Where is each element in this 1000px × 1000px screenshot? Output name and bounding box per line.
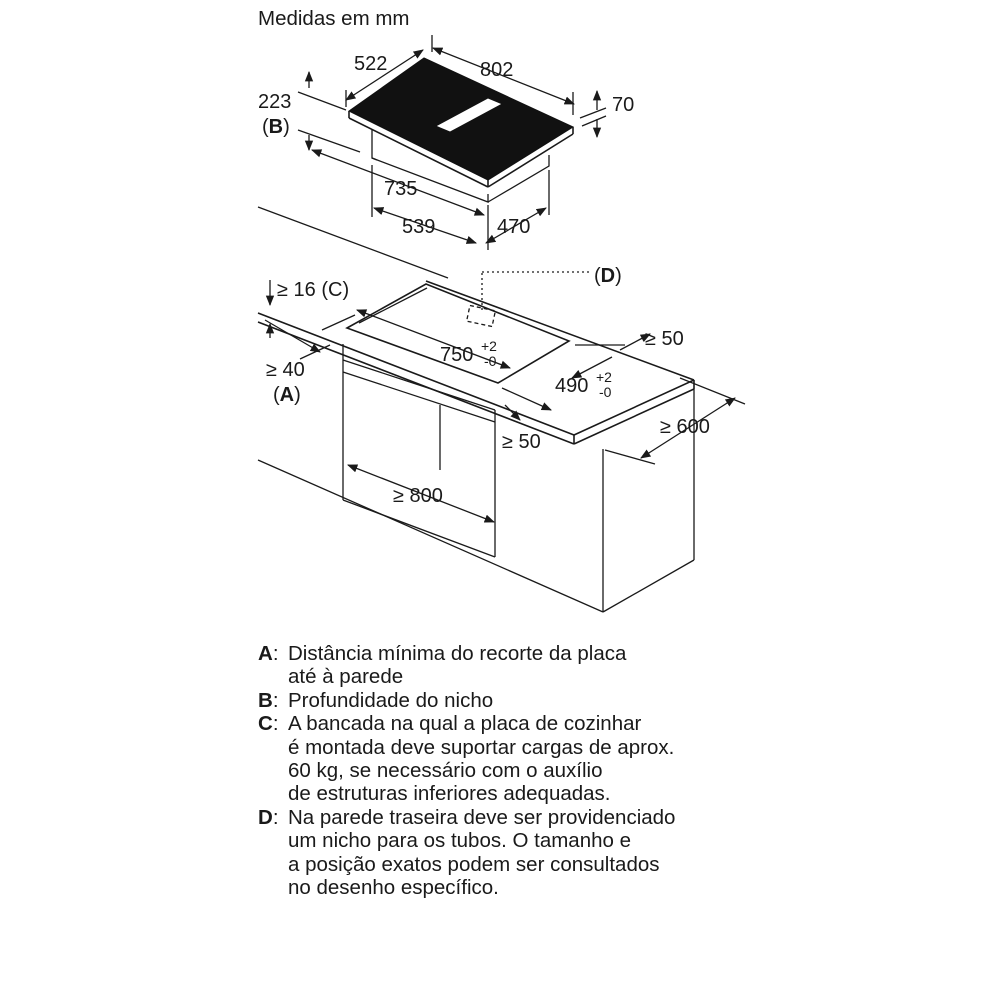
legend-line: Distância mínima do recorte da placa <box>288 642 627 665</box>
hob-drawing <box>349 58 573 202</box>
legend-item-b: B: Profundidade do nicho <box>258 688 494 712</box>
dim-front-clearance: ≥ 50 <box>502 431 541 453</box>
legend-line: um nicho para os tubos. O tamanho e <box>288 829 632 853</box>
pipe-niche-box <box>467 305 496 326</box>
pipe-niche-label: (D) <box>594 265 622 287</box>
legend <box>258 642 978 899</box>
legend-line: 60 kg, se necessário com o auxílio <box>288 759 603 783</box>
legend-line: A bancada na qual a placa de cozinhar <box>288 712 642 736</box>
dim-cutout-width-tol-minus: -0 <box>484 353 497 369</box>
legend-line: no desenho específico. <box>288 876 499 900</box>
legend-key: D <box>258 805 273 829</box>
legend-line: Profundidade do nicho <box>288 688 494 712</box>
legend-item-a: A: Distância mínima do recorte da placa até à parede <box>258 642 627 689</box>
dim-counter-depth: ≥ 600 <box>660 416 710 438</box>
counter-and-cabinet <box>258 207 694 612</box>
dim-cutout-depth: 490 <box>555 375 589 397</box>
dim-802: 802 <box>480 59 514 81</box>
dim-min-thickness: ≥ 16 (C) <box>277 279 350 301</box>
dim-side-clearance: ≥ 50 <box>645 328 684 350</box>
legend-key: A <box>258 642 273 665</box>
legend-line: a posição exatos podem ser consultados <box>288 852 660 876</box>
legend-line: Na parede traseira deve ser providenciado <box>288 805 676 829</box>
legend-line: é montada deve suportar cargas de aprox. <box>288 735 675 759</box>
dim-cutout-depth-tol-plus: +2 <box>596 369 612 385</box>
dim-to-wall: ≥ 40 <box>266 359 305 381</box>
legend-line: de estruturas inferiores adequadas. <box>288 782 611 806</box>
countertop-cutout <box>347 284 569 383</box>
counter-dimension-labels <box>266 265 710 507</box>
dim-223: 223 <box>258 91 292 113</box>
legend-key: C <box>258 712 273 736</box>
dim-cutout-depth-tol-minus: -0 <box>599 384 612 400</box>
units-label: Medidas em mm <box>258 7 410 30</box>
dim-539: 539 <box>402 216 436 238</box>
dim-cutout-width-tol-plus: +2 <box>481 338 497 354</box>
dim-a-label-source <box>273 382 300 405</box>
dim-cutout-width: 750 <box>440 344 474 366</box>
dim-b-label-source <box>262 114 289 137</box>
dim-522: 522 <box>354 53 388 75</box>
dim-735: 735 <box>384 178 418 200</box>
dim-470: 470 <box>497 216 531 238</box>
legend-item-d: D: Na parede traseira deve ser providenciado um nicho para os tubos. O tamanho e a posição exatos podem ser consultados no desenho específico. <box>258 805 676 900</box>
dim-b-label: (B) <box>262 116 290 138</box>
legend-item-c: C: A bancada na qual a placa de cozinhar é montada deve suportar cargas de aprox. 60 kg, se necessário com o auxílio de estruturas inferiores adequadas. <box>258 712 675 806</box>
dim-70: 70 <box>612 94 635 116</box>
pipe-niche-label-source <box>594 263 622 286</box>
dim-niche-width: ≥ 800 <box>393 485 443 507</box>
dim-a-label: (A) <box>273 384 301 406</box>
legend-line: até à parede <box>288 665 404 689</box>
legend-key: B <box>258 688 273 712</box>
